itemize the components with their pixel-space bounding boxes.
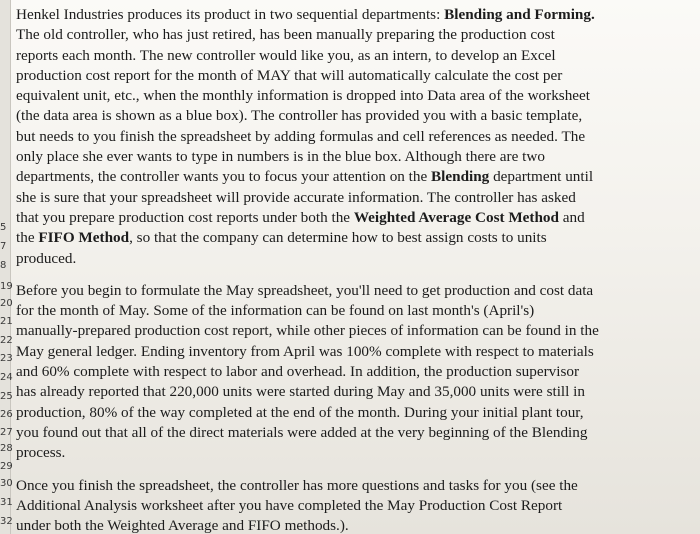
row-number: 24 <box>0 372 13 383</box>
text-run: produced. <box>16 249 77 267</box>
text-run: departments, the controller wants you to focus your attention on the <box>16 168 432 186</box>
row-number: 31 <box>0 497 13 508</box>
text-line <box>16 362 691 382</box>
text-run: process. <box>16 444 66 462</box>
text-run: that you prepare production cost reports under both the <box>16 208 354 226</box>
text-line <box>16 228 691 248</box>
text-run: you found out that all of the direct materials were added at the very beginning of the Blending <box>16 423 588 441</box>
row-number: 26 <box>0 409 13 420</box>
row-number: 19 <box>0 281 13 292</box>
text-run: manually-prepared production cost report, while other pieces of information can be found in the <box>16 322 599 340</box>
row-number: 5 <box>0 222 7 233</box>
bold-text: Weighted Average Cost Method <box>353 208 559 226</box>
row-number: 30 <box>0 478 13 489</box>
text-run: The old controller, who has just retired, has been manually preparing the production cost <box>16 26 555 44</box>
text-line <box>16 496 691 516</box>
text-run: Henkel Industries produces its product in two sequential departments: <box>16 6 445 23</box>
text-line <box>16 167 691 187</box>
text-line <box>16 127 691 147</box>
text-run: (the data area is shown as a blue box). The controller has provided you with a basic template, <box>16 107 583 125</box>
bold-text: FIFO Method <box>38 229 130 247</box>
row-number: 20 <box>0 298 13 309</box>
text-run: May general ledger. Ending inventory from April was 100% complete with respect to materials <box>16 342 594 360</box>
text-line <box>16 382 691 402</box>
paragraph-1 <box>16 5 691 269</box>
text-line <box>16 46 691 66</box>
text-run: production cost report for the month of MAY that will automatically calculate the cost per <box>16 66 563 84</box>
row-number: 7 <box>0 241 7 252</box>
text-run: production, 80% of the way completed at the end of the month. During your initial plant tour, <box>16 403 584 421</box>
text-line <box>16 443 691 463</box>
row-number: 21 <box>0 316 13 327</box>
paragraph-gap <box>16 464 691 476</box>
text-run: the <box>16 229 39 247</box>
bold-text: Blending and Forming. <box>444 6 595 23</box>
row-number: 8 <box>0 260 7 271</box>
row-number: 27 <box>0 427 13 438</box>
text-line <box>16 25 691 45</box>
text-line <box>16 423 691 443</box>
text-run: she is sure that your spreadsheet will provide accurate information. The controller has asked <box>16 188 576 206</box>
text-run: , so that the company can determine how to best assign costs to units <box>129 229 547 247</box>
text-line <box>16 86 691 106</box>
text-run: department until <box>489 168 594 186</box>
text-line <box>16 321 691 341</box>
row-number: 25 <box>0 391 13 402</box>
text-line <box>16 208 691 228</box>
text-run: reports each month. The new controller would like you, as an intern, to develop an Excel <box>16 46 556 64</box>
text-line <box>16 301 691 321</box>
text-line <box>16 188 691 208</box>
text-line <box>16 476 691 496</box>
paragraph-3 <box>16 476 691 534</box>
text-line <box>16 281 691 301</box>
text-run: for the month of May. Some of the information can be found on last month's (April's) <box>16 302 535 320</box>
row-number: 32 <box>0 516 13 527</box>
text-line <box>16 106 691 126</box>
paragraph-gap <box>16 269 691 281</box>
row-number: 29 <box>0 461 13 472</box>
text-line <box>16 516 691 534</box>
text-run: and <box>558 208 585 226</box>
text-line <box>16 403 691 423</box>
row-number: 23 <box>0 353 13 364</box>
instruction-text-cell[interactable] <box>16 5 691 534</box>
text-run: but needs to you finish the spreadsheet by adding formulas and cell references as needed. The <box>16 127 586 145</box>
row-number: 22 <box>0 335 13 346</box>
text-run: Once you finish the spreadsheet, the controller has more questions and tasks for you (see the <box>16 476 578 494</box>
text-line <box>16 342 691 362</box>
row-number: 28 <box>0 443 13 454</box>
text-line <box>16 5 691 25</box>
paragraph-2 <box>16 281 691 464</box>
text-run: only place she ever wants to type in numbers is in the blue box. Although there are two <box>16 148 545 166</box>
text-run: and 60% complete with respect to labor and overhead. In addition, the production supervisor <box>16 363 580 381</box>
text-line <box>16 147 691 167</box>
text-run: Additional Analysis worksheet after you have completed the May Production Cost Report <box>16 496 563 514</box>
bold-text: Blending <box>431 168 490 186</box>
text-run: Before you begin to formulate the May spreadsheet, you'll need to get production and cost data <box>16 281 594 299</box>
text-run: equivalent unit, etc., when the monthly information is dropped into Data area of the worksheet <box>16 87 591 105</box>
text-line <box>16 249 691 269</box>
text-run: has already reported that 220,000 units were started during May and 35,000 units were still in <box>16 383 585 401</box>
text-line <box>16 66 691 86</box>
text-run: under both the Weighted Average and FIFO methods.). <box>16 517 349 534</box>
